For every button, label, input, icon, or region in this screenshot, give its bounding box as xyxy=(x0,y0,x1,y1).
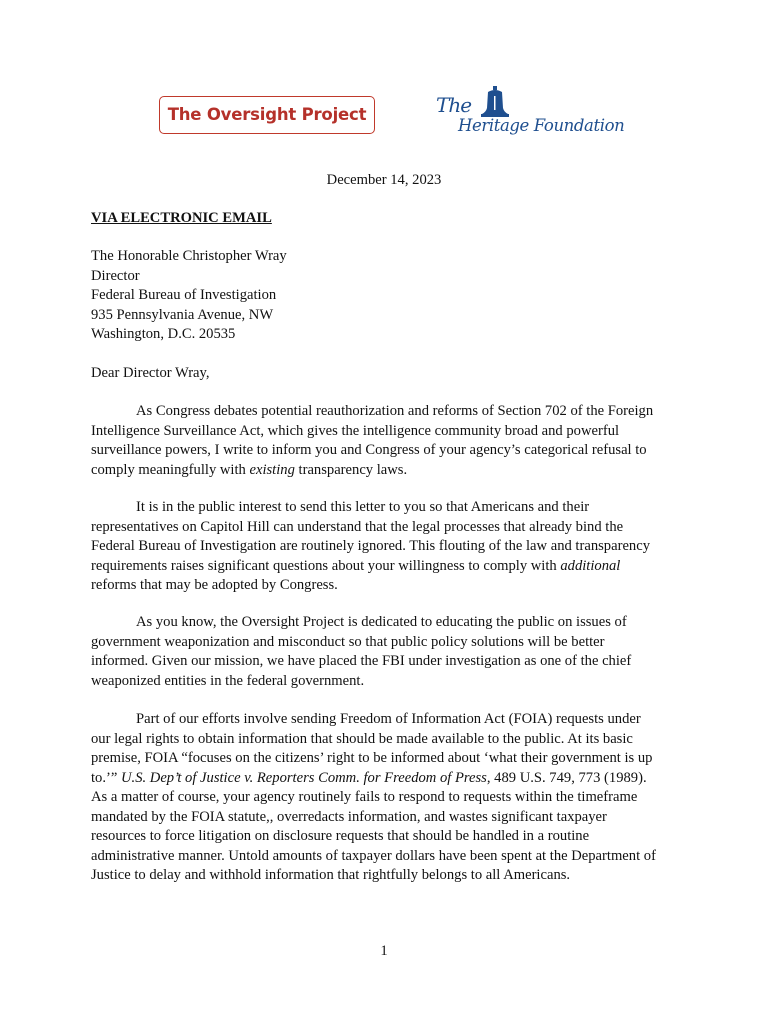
text-run: As Congress debates potential reauthorization and reforms of Section 702 of the Foreign xyxy=(136,403,654,419)
paragraph-line xyxy=(91,613,691,633)
recipient-street: 935 Pennsylvania Avenue, NW xyxy=(91,306,274,323)
paragraph-line xyxy=(91,537,691,557)
text-run: comply meaningfully with xyxy=(91,461,250,478)
paragraph-line xyxy=(91,518,691,538)
text-run: As a matter of course, your agency routinely fails to respond to requests within the timeframe xyxy=(91,789,638,805)
italic-text: existing xyxy=(249,461,295,478)
delivery-method: VIA ELECTRONIC EMAIL xyxy=(91,210,272,226)
paragraph-line xyxy=(91,672,691,692)
paragraph-line xyxy=(91,808,691,828)
paragraph-line xyxy=(91,576,691,596)
text-run: representatives on Capitol Hill can understand that the legal processes that already bind the xyxy=(91,518,624,535)
paragraph-line xyxy=(91,652,691,672)
italic-text: U.S. Dep’t of Justice v. Reporters Comm. for Freedom of Press xyxy=(121,769,487,786)
text-run: weaponized entities in the federal government. xyxy=(91,672,365,689)
heritage-logo-the: The xyxy=(436,93,472,117)
text-run: mandated by the FOIA statute,, overredacts information, and wastes significant taxpayer xyxy=(91,808,607,825)
paragraph xyxy=(91,710,691,886)
heritage-foundation-logo xyxy=(436,86,625,140)
paragraph-line xyxy=(91,633,691,653)
paragraph-line xyxy=(91,788,691,808)
page-number: 1 xyxy=(380,943,388,959)
recipient-address xyxy=(91,247,287,345)
paragraph xyxy=(91,402,691,480)
italic-text: additional xyxy=(560,557,621,574)
paragraph-line xyxy=(91,710,691,730)
recipient-city: Washington, D.C. 20535 xyxy=(91,326,236,342)
text-run: , 489 U.S. 749, 773 (1989). xyxy=(486,769,647,786)
oversight-project-logo xyxy=(159,96,375,134)
text-run: Intelligence Surveillance Act, which gives the intelligence community broad and powerful xyxy=(91,422,620,439)
text-run: As you know, the Oversight Project is dedicated to educating the public on issues of xyxy=(136,614,627,630)
paragraph-line xyxy=(91,441,691,461)
text-run: resources to force litigation on disclosure requests that should be handled in a routine xyxy=(91,828,590,844)
paragraph-line xyxy=(91,769,691,789)
paragraph-line xyxy=(91,827,691,847)
text-run: premise, FOIA “focuses on the citizens’ right to be informed about ‘what their government is up xyxy=(91,750,653,766)
paragraph-line xyxy=(91,461,691,481)
paragraph-line xyxy=(91,730,691,750)
recipient-title: Director xyxy=(91,267,140,284)
oversight-project-logo-text: The Oversight Project xyxy=(167,105,367,125)
text-run: Federal Bureau of Investigation are routinely ignored. This flouting of the law and transparency xyxy=(91,538,650,554)
text-run: requirements raises significant questions about your willingness to comply with xyxy=(91,557,561,574)
paragraph-line xyxy=(91,402,691,422)
salutation: Dear Director Wray, xyxy=(91,365,210,381)
text-run: government weaponization and misconduct so that public policy solutions will be better xyxy=(91,633,605,650)
paragraph-line xyxy=(91,422,691,442)
paragraph-line xyxy=(91,557,691,577)
text-run: our legal rights to obtain information that should be made available to the public. At its basic xyxy=(91,730,633,747)
paragraph-line xyxy=(91,866,691,886)
paragraph xyxy=(91,613,691,691)
paragraph xyxy=(91,498,691,596)
text-run: informed. Given our mission, we have placed the FBI under investigation as one of the chief xyxy=(91,653,632,669)
paragraph-line xyxy=(91,749,691,769)
paragraph-line xyxy=(91,498,691,518)
text-run: administrative manner. Untold amounts of taxpayer dollars have been spent at the Department of xyxy=(91,847,656,864)
recipient-organization: Federal Bureau of Investigation xyxy=(91,287,277,303)
liberty-bell-icon xyxy=(480,86,510,120)
text-run: It is in the public interest to send this letter to you so that Americans and their xyxy=(136,499,590,515)
heritage-logo-name: Heritage Foundation xyxy=(458,116,625,135)
letter-date: December 14, 2023 xyxy=(326,172,442,188)
paragraph-line xyxy=(91,847,691,867)
text-run: Justice to delay and withhold information that rightfully belongs to all Americans. xyxy=(91,867,571,883)
text-run: to.’” xyxy=(91,769,121,786)
text-run: Part of our efforts involve sending Freedom of Information Act (FOIA) requests under xyxy=(136,711,641,727)
text-run: surveillance powers, I write to inform you and Congress of your agency’s categorical refusal to xyxy=(91,442,647,458)
text-run: transparency laws. xyxy=(294,461,408,478)
recipient-name: The Honorable Christopher Wray xyxy=(91,248,287,264)
text-run: reforms that may be adopted by Congress. xyxy=(91,577,338,593)
